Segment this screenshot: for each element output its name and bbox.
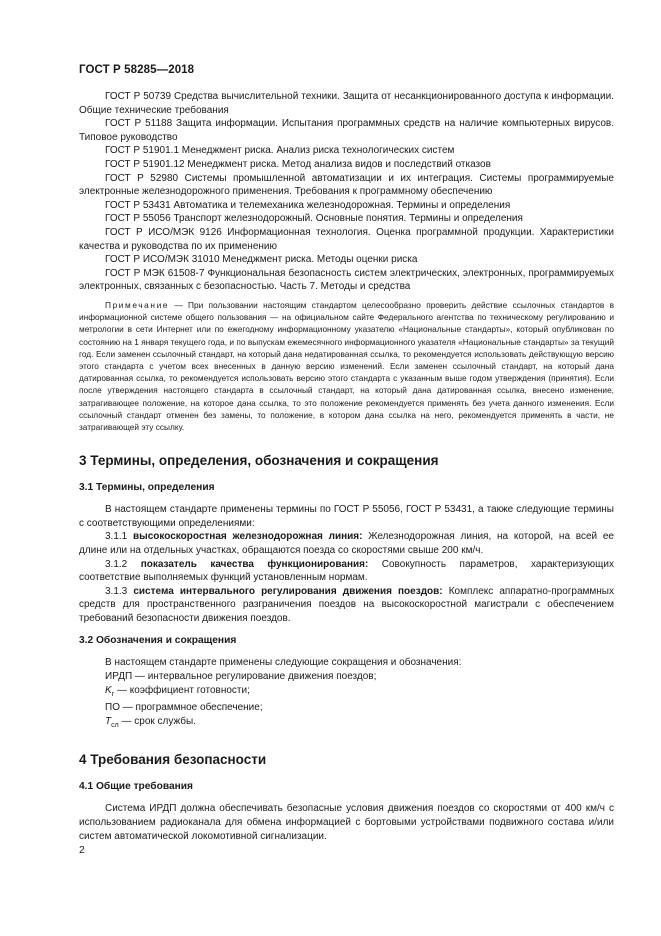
abbreviation-text: — срок службы. [118,715,196,727]
reference-item: ГОСТ Р 51901.1 Менеджмент риска. Анализ риска технологических систем [105,145,455,157]
note-paragraph [79,299,614,433]
section-3-2-intro: В настоящем стандарте применены следующие сокращения и обозначения: [105,657,462,669]
section-3-2-heading: 3.2 Обозначения и сокращения [79,635,237,647]
running-header: ГОСТ Р 58285—2018 [79,64,195,76]
term-number: 3.1.1 [105,531,133,543]
section-3-1-heading: 3.1 Термины, определения [79,482,215,494]
reference-item: ГОСТ Р МЭК 61508-7 Функциональная безопасность систем электрических, электронных, программируемых электронных, связанных с безопасностью. Часть 7. Методы и средства [79,267,614,293]
symbol-k-sub: г [111,690,115,698]
term-name: показатель качества функционирования: [140,558,369,570]
abbreviation-item [79,715,614,733]
references-list [79,90,614,294]
section-4-1-text: Система ИРДП должна обеспечивать безопасные условия движения поездов со скоростями от 400 км/ч с использованием радиоканала для обмена информацией с бортовыми устройствами подвижного состава и/или систем автоматической локомотивной сигнализации. [79,803,614,842]
term-name: высокоскоростная железнодорожная линия: [133,531,363,543]
reference-item: ГОСТ Р 55056 Транспорт железнодорожный. Основные понятия. Термины и определения [105,213,523,225]
reference-item: ГОСТ Р ИСО/МЭК 31010 Менеджмент риска. Методы оценки риска [105,254,418,266]
term-number: 3.1.2 [105,558,141,570]
section-3-heading: 3 Термины, определения, обозначения и сокращения [79,453,439,469]
reference-item: ГОСТ Р 52980 Системы промышленной автоматизации и их интеграция. Системы программируемые электронные железнодорожного применения. Требования к программному обеспечению [79,172,614,198]
term-name: система интервального регулирования движения поездов: [133,585,443,597]
term-text: Комплекс аппаратно-программных средств для пространственного разграничения поездов на высокоскоростной магистрали с обеспечением требований безопасности движения поездов. [79,585,614,624]
abbreviation-text: — коэффициент готовности; [114,684,250,696]
reference-item: ГОСТ Р ИСО/МЭК 9126 Информационная технология. Оценка программной продукции. Характеристики качества и руководства по их применению [79,226,614,252]
abbreviation-item: ПО — программное обеспечение; [105,702,263,714]
reference-item: ГОСТ Р 53431 Автоматика и телемеханика железнодорожная. Термины и определения [105,199,511,211]
abbreviation-item: ИРДП — интервальное регулирование движения поездов; [105,671,377,683]
term-definition [79,585,614,626]
term-number: 3.1.3 [105,585,134,597]
reference-item: ГОСТ Р 51188 Защита информации. Испытания программных средств на наличие компьютерных вирусов. Типовое руководство [79,118,614,143]
page-content [79,90,614,843]
term-definition [79,558,614,585]
section-4-heading: 4 Требования безопасности [79,752,267,768]
symbol-k: K [105,684,112,696]
term-definition [79,530,614,557]
reference-item: ГОСТ Р 50739 Средства вычислительной техники. Защита от несанкционированного доступа к информации. Общие технические требования [79,91,614,116]
symbol-t-sub: сл [111,721,119,729]
term-text: Железнодорожная линия, на которой, на всей ее длине или на отдельных участках, обращаются поезда со скоростями свыше 200 км/ч. [79,531,614,556]
symbol-t: T [105,715,112,727]
term-text: Совокупность параметров, характеризующих соответствие выполняемых функций установленным нормам. [79,558,614,584]
reference-item: ГОСТ Р 51901.12 Менеджмент риска. Метод анализа видов и последствий отказов [105,158,491,170]
note-text: — При пользовании настоящим стандартом целесообразно проверить действие ссылочных стандартов в информационной системе общего пользования — на официальном сайте Федерального агентства по техническому регулированию и метрологии в сети Интернет или по ежегодному информационному указателю «Национальные стандарты», который опубликован по состоянию на 1 января текущего года, и по выпускам ежемесячного информационного указателя «Национальные стандарты» за текущий год. Если заменен ссылочный стандарт, на который дана недатированная ссылка, то рекомендуется использовать действующую версию этого стандарта с учетом всех внесенных в данную версию изменений. Если заменен ссылочный стандарт, на который дана датированная ссылка, то рекомендуется использовать версию этого стандарта с указанным выше годом утверждения (принятия). Если после утверждения настоящего стандарта в ссылочный стандарт, на который дана датированная ссылка, внесено изменение, затрагивающее положение, на которое дана ссылка, то это положение рекомендуется применять без учета данного изменения. Если ссылочный стандарт отменен без замены, то положение, в котором дана ссылка на него, рекомендуется применять в части, не затрагивающей эту ссылку. [79,299,614,432]
section-4-1-heading: 4.1 Общие требования [79,781,193,793]
abbreviation-item [79,684,614,702]
page-number: 2 [79,844,85,856]
note-label: Примечание [105,299,170,310]
section-3-1-intro: В настоящем стандарте применены термины по ГОСТ Р 55056, ГОСТ Р 53431, а также следующие термины с соответствующими определениями: [79,504,614,529]
